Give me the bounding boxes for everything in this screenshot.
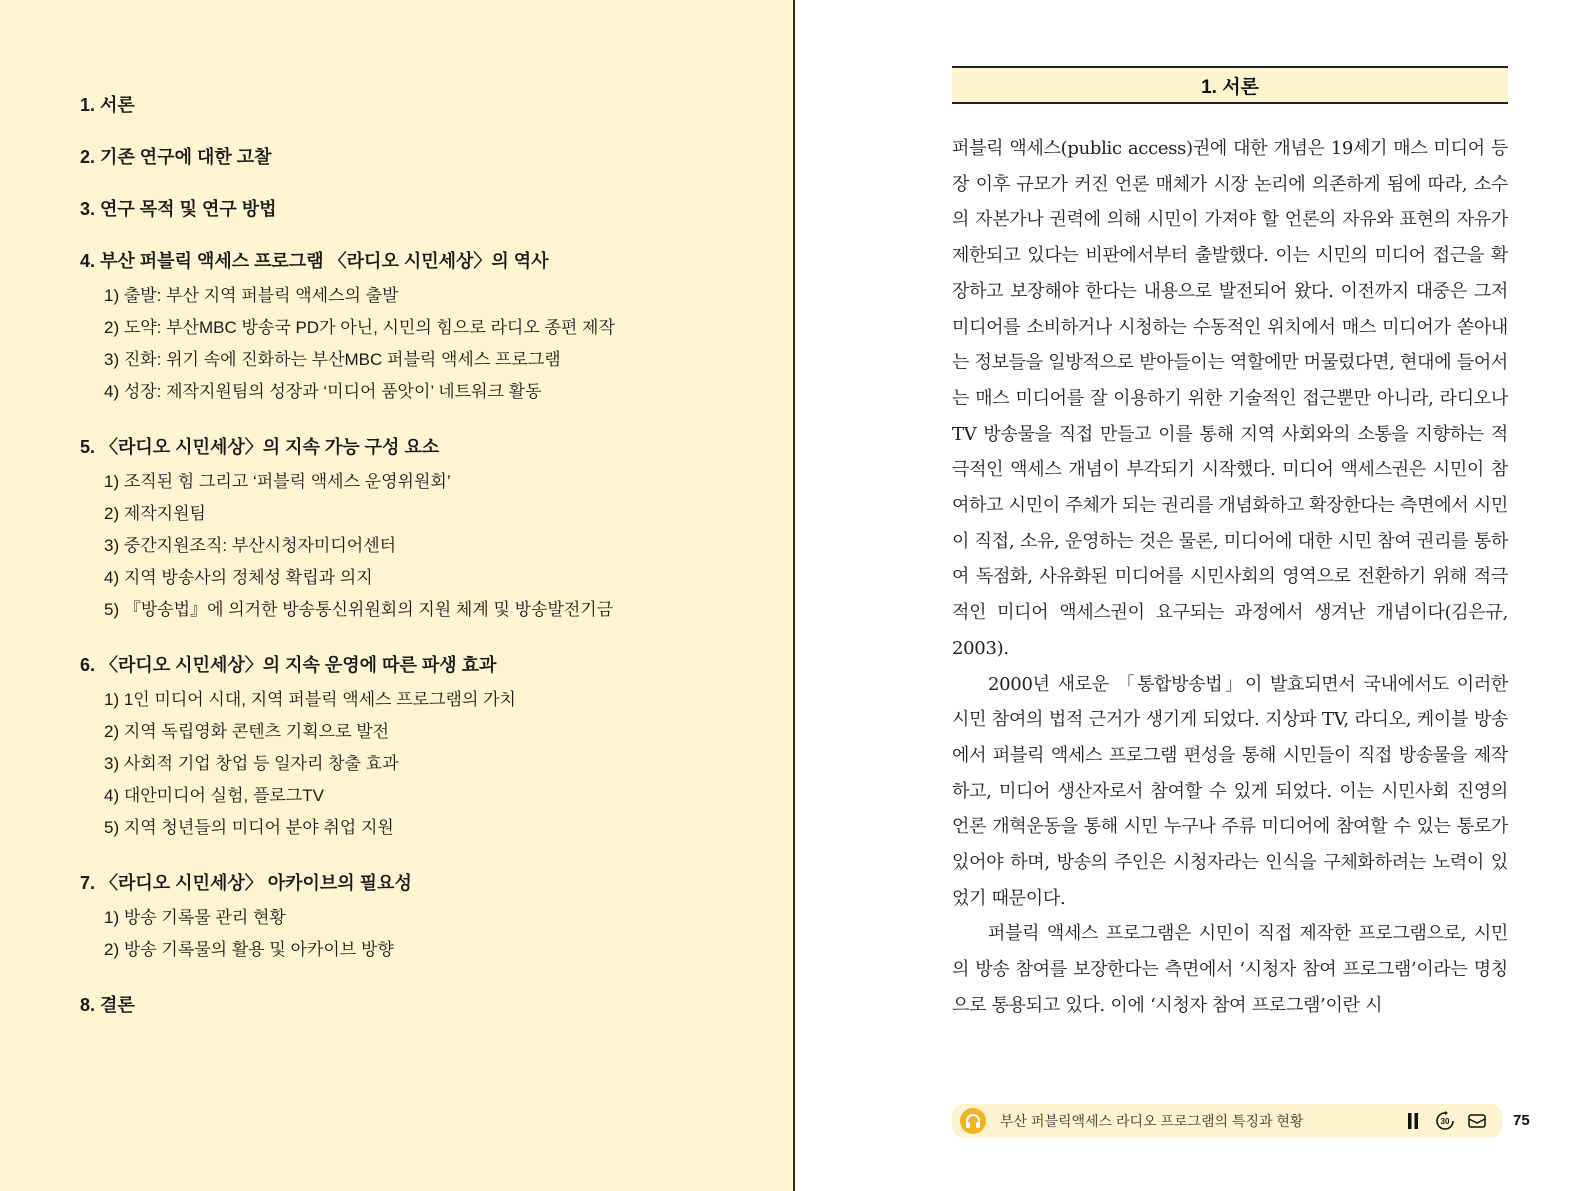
skip-forward-30-icon[interactable] xyxy=(1434,1110,1456,1132)
right-page xyxy=(795,0,1587,1191)
toc-section xyxy=(80,992,760,1018)
toc-section xyxy=(80,248,760,408)
toc-heading[interactable]: 5. 〈라디오 시민세상〉의 지속 가능 구성 요소 xyxy=(80,437,440,457)
paragraph: 퍼블릭 액세스 프로그램은 시민이 직접 제작한 프로그램으로, 시민의 방송 참여를 보장한다는 측면에서 ‘시청자 참여 프로그램’이라는 명칭으로 통용되고 있다. 이에 ‘시청자 참여 프로그램’이란 시 xyxy=(952,923,1508,1016)
toc-section xyxy=(80,870,760,966)
toc-subsection-item[interactable]: 3) 사회적 기업 창업 등 일자리 창출 효과 xyxy=(104,754,399,773)
toc-section xyxy=(80,652,760,844)
skip-seconds-label: 30 xyxy=(1440,1116,1450,1126)
audio-track-title: 부산 퍼블릭액세스 라디오 프로그램의 특징과 현황 xyxy=(1000,1113,1304,1129)
body-text xyxy=(952,131,1508,1024)
toc-heading[interactable]: 8. 결론 xyxy=(80,995,135,1015)
toc-subsection-item[interactable]: 1) 출발: 부산 지역 퍼블릭 액세스의 출발 xyxy=(104,286,399,305)
toc-subsection-item[interactable]: 1) 조직된 힘 그리고 ‘퍼블릭 액세스 운영위원회’ xyxy=(104,472,451,491)
toc-subsection-item[interactable]: 2) 지역 독립영화 콘텐츠 기획으로 발전 xyxy=(104,722,390,741)
toc-subsection-item[interactable]: 1) 방송 기록물 관리 현황 xyxy=(104,908,286,927)
toc-heading[interactable]: 6. 〈라디오 시민세상〉의 지속 운영에 따른 파생 효과 xyxy=(80,655,497,675)
toc-heading[interactable]: 4. 부산 퍼블릭 액세스 프로그램 〈라디오 시민세상〉의 역사 xyxy=(80,251,549,271)
paragraph: 2000년 새로운 「통합방송법」이 발효되면서 국내에서도 이러한 시민 참여의 법적 근거가 생기게 되었다. 지상파 TV, 라디오, 케이블 방송에서 퍼블릭 액세스 프로그램 편성을 통해 시민들이 직접 방송물을 제작하고, 미디어 생산자로서 참여할 수 있게 되었다. 이는 시민사회 진영의 언론 개혁운동을 통해 시민 누구나 주류 미디어에 참여할 수 있는 통로가 있어야 하며, 방송의 주인은 시청자라는 인식을 구체화하려는 노력이 있었기 때문이다. xyxy=(952,673,1508,909)
toc-subsection-item[interactable]: 3) 진화: 위기 속에 진화하는 부산MBC 퍼블릭 액세스 프로그램 xyxy=(104,350,561,369)
toc-subsection-item[interactable]: 4) 대안미디어 실험, 플로그TV xyxy=(104,786,324,805)
share-icon[interactable] xyxy=(1466,1110,1488,1132)
toc-subsection-item[interactable]: 5) 『방송법』에 의거한 방송통신위원회의 지원 체계 및 방송발전기금 xyxy=(104,600,614,619)
chapter-title: 1. 서론 xyxy=(1201,76,1259,98)
toc-section xyxy=(80,92,760,118)
toc-section xyxy=(80,196,760,222)
toc-subsection-list xyxy=(80,466,760,626)
toc-section xyxy=(80,144,760,170)
chapter-header xyxy=(952,66,1508,104)
toc-heading[interactable]: 3. 연구 목적 및 연구 방법 xyxy=(80,199,277,219)
page-number: 75 xyxy=(1513,1112,1530,1129)
pause-icon[interactable] xyxy=(1402,1110,1424,1132)
toc-subsection-item[interactable]: 4) 지역 방송사의 정체성 확립과 의지 xyxy=(104,568,373,587)
left-page xyxy=(0,0,793,1191)
toc-subsection-item[interactable]: 5) 지역 청년들의 미디어 분야 취업 지원 xyxy=(104,818,394,837)
toc-heading[interactable]: 1. 서론 xyxy=(80,95,135,115)
toc-section xyxy=(80,434,760,626)
headphones-icon[interactable] xyxy=(960,1108,986,1134)
toc-subsection-item[interactable]: 4) 성장: 제작지원팀의 성장과 ‘미디어 품앗이’ 네트워크 활동 xyxy=(104,382,542,401)
toc-subsection-list xyxy=(80,684,760,844)
table-of-contents xyxy=(80,92,760,1044)
toc-heading[interactable]: 2. 기존 연구에 대한 고찰 xyxy=(80,147,272,167)
toc-subsection-item[interactable]: 3) 중간지원조직: 부산시청자미디어센터 xyxy=(104,536,397,555)
audio-player-bar xyxy=(952,1104,1502,1138)
toc-subsection-list xyxy=(80,902,760,966)
paragraph: 퍼블릭 액세스(public access)권에 대한 개념은 19세기 매스 미디어 등장 이후 규모가 커진 언론 매체가 시장 논리에 의존하게 됨에 따라, 소수의 자본가나 권력에 의해 시민이 가져야 할 언론의 자유와 표현의 자유가 제한되고 있다는 비판에서부터 출발했다. 이는 시민의 미디어 접근을 확장하고 보장해야 한다는 내용으로 발전되어 왔다. 이전까지 대중은 그저 미디어를 소비하거나 시청하는 수동적인 위치에서 매스 미디어가 쏟아내는 정보들을 일방적으로 받아들이는 역할에만 머물렀다면, 현대에 들어서는 매스 미디어를 잘 이용하기 위한 기술적인 접근뿐만 아니라, 라디오나 TV 방송물을 직접 만들고 이를 통해 지역 사회와의 소통을 지향하는 적극적인 액세스 개념이 부각되기 시작했다. 미디어 액세스권은 시민이 참여하고 시민이 주체가 되는 권리를 개념화하고 확장한다는 측면에서 시민이 직접, 소유, 운영하는 것은 물론, 미디어에 대한 시민 참여 권리를 통하여 독점화, 사유화된 미디어를 시민사회의 영역으로 전환하기 위해 적극적인 미디어 액세스권이 요구되는 과정에서 생겨난 개념이다(김은규, 2003). xyxy=(952,138,1509,659)
toc-heading[interactable]: 7. 〈라디오 시민세상〉 아카이브의 필요성 xyxy=(80,873,412,893)
toc-subsection-item[interactable]: 1) 1인 미디어 시대, 지역 퍼블릭 액세스 프로그램의 가치 xyxy=(104,690,516,709)
toc-subsection-item[interactable]: 2) 방송 기록물의 활용 및 아카이브 방향 xyxy=(104,940,394,959)
toc-subsection-list xyxy=(80,280,760,408)
toc-subsection-item[interactable]: 2) 도약: 부산MBC 방송국 PD가 아닌, 시민의 힘으로 라디오 종편 제작 xyxy=(104,318,615,337)
toc-subsection-item[interactable]: 2) 제작지원팀 xyxy=(104,504,206,523)
